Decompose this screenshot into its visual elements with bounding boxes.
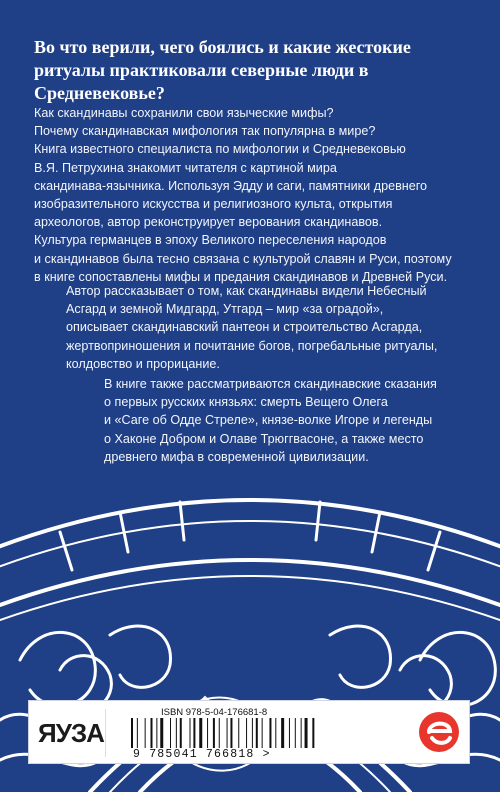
barcode-bar <box>269 718 271 748</box>
description-paragraph-2: Автор рассказывает о том, как скандинавы видели Небесный Асгард и земной Мидгард, Утгард – мир «за оградой», описывает скандинавский пантеон и строительство Асгарда, жертвоприношения и почитание богов, погребальные ритуалы, колдовство и прорицание. <box>66 284 438 371</box>
barcode-bar <box>312 718 314 748</box>
publisher-logo: ЯУЗА <box>37 709 106 757</box>
headline: Во что верили, чего боялись и какие жестокие ритуалы практиковали северные люди в Средневековье? <box>34 37 411 103</box>
eksmo-logo-icon <box>417 710 461 754</box>
barcode-bar <box>219 718 220 748</box>
barcode-bar <box>180 718 182 748</box>
barcode-bar <box>137 718 138 748</box>
barcode-bar <box>246 718 247 748</box>
description-paragraph-3: В книге также рассматриваются скандинавские сказания о первых русских князьях: смерть Вещего Олега и «Саге об Одде Стреле», князе-волке Игоре и легенды о Хаконе Добром и Олаве Трюггвасоне, а также место древнего мифа в современной цивилизации. <box>104 377 437 464</box>
barcode-bar <box>275 718 276 748</box>
barcode-bar <box>207 718 208 748</box>
barcode-bar <box>252 718 253 748</box>
barcode-icon <box>129 718 379 748</box>
barcode-bar <box>262 718 263 748</box>
barcode-bar <box>213 718 215 748</box>
barcode-bar <box>170 718 171 748</box>
barcode-bar <box>305 718 308 748</box>
barcode-bar <box>289 718 290 748</box>
barcode-panel <box>28 700 470 764</box>
barcode-bar <box>227 718 228 748</box>
barcode-bar <box>151 718 153 748</box>
barcode-bar <box>199 718 202 748</box>
barcode-bar <box>230 718 232 748</box>
barcode-bar <box>190 718 191 748</box>
barcode-bar <box>281 718 284 748</box>
barcode-bar <box>193 718 195 748</box>
barcode-bar <box>295 718 296 748</box>
isbn-label: ISBN 978-5-04-176681-8 <box>161 707 268 718</box>
barcode-digits: 9 785041 766818 > <box>133 748 271 761</box>
barcode-bar <box>131 718 133 748</box>
barcode-bar <box>160 718 163 748</box>
barcode-bar <box>145 718 146 748</box>
barcode-bar <box>238 718 239 748</box>
description-paragraph-1: Как скандинавы сохранили свои языческие мифы? Почему скандинавская мифология так популярна в мире? Книга известного специалиста по мифологии и Средневековью В.Я. Петрухина знакомит читателя с картиной мира скандинава-язычника. Используя Эдду и саги, памятники древнего изобразительного искусства и религиозного культа, открытия археологов, автор реконструирует верования скандинавов. Культура германцев в эпоху Великого переселения народов и скандинавов была тесно связана с культурой славян и Руси, поэтому в книге сопоставлены мифы и предания скандинавов и Древней Руси. <box>34 106 452 284</box>
barcode-bar <box>156 718 157 748</box>
barcode-bar <box>301 718 302 748</box>
barcode-bar <box>256 718 258 748</box>
barcode-bar <box>176 718 177 748</box>
